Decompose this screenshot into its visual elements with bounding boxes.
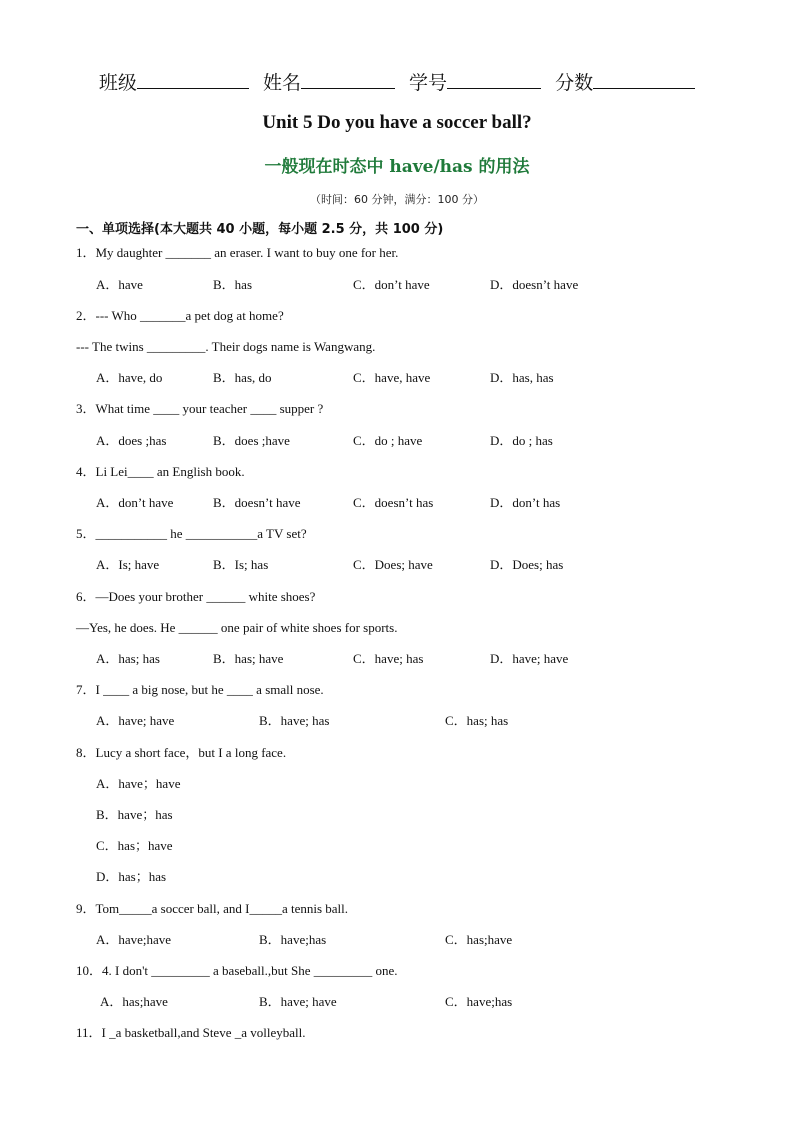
question-2-option-c[interactable]: C．have, have [353, 370, 431, 385]
question-3-option-b[interactable]: B．does ;have [213, 433, 290, 448]
score-blank[interactable] [593, 72, 695, 89]
question-8-option-a[interactable]: A．have；have [96, 776, 181, 791]
question-1-option-b[interactable]: B．has [213, 277, 253, 292]
question-4-stem: 4．Li Lei____ an English book. [76, 464, 245, 479]
question-9-stem: 9．Tom_____a soccer ball, and I_____a tennis ball. [76, 901, 349, 916]
question-8-option-d[interactable]: D．has；has [96, 869, 167, 884]
question-6-stem-reply: —Yes, he does. He ______ one pair of white shoes for sports. [76, 620, 398, 635]
question-5-stem: 5．___________ he ___________a TV set? [76, 526, 307, 541]
question-8-stem: 8．Lucy a short face，but I a long face. [76, 745, 287, 760]
question-9-option-a[interactable]: A．have;have [96, 932, 172, 947]
question-5-option-c[interactable]: C．Does; have [353, 557, 433, 572]
question-1-option-a[interactable]: A．have [96, 277, 143, 292]
page-title: Unit 5 Do you have a soccer ball? [262, 112, 532, 133]
id-field[interactable] [409, 68, 541, 95]
id-label: 学号 [409, 72, 448, 94]
class-blank[interactable] [137, 72, 249, 89]
question-3-option-a[interactable]: A．does ;has [96, 433, 167, 448]
name-label: 姓名 [262, 72, 301, 94]
class-label: 班级 [98, 72, 137, 94]
question-4-option-d[interactable]: D．don’t has [490, 495, 561, 510]
question-5-option-b[interactable]: B．Is; has [213, 557, 269, 572]
question-4-option-b[interactable]: B．doesn’t have [213, 495, 301, 510]
score-label: 分数 [555, 72, 594, 94]
question-1-stem: 1．My daughter _______ an eraser. I want to buy one for her. [76, 245, 399, 260]
time-note: （时间：60 分钟，满分：100 分） [310, 193, 484, 206]
question-6-option-c[interactable]: C．have; has [353, 651, 424, 666]
student-info-row [0, 68, 794, 95]
question-7-option-b[interactable]: B．have; has [259, 713, 330, 728]
question-2-option-b[interactable]: B．has, do [213, 370, 272, 385]
question-2-option-a[interactable]: A．have, do [96, 370, 163, 385]
question-9-option-c[interactable]: C．has;have [445, 932, 513, 947]
question-6-option-b[interactable]: B．has; have [213, 651, 284, 666]
question-11-stem: 11．I _a basketball,and Steve _a volleyball. [76, 1025, 306, 1040]
question-7-option-a[interactable]: A．have; have [96, 713, 175, 728]
question-3-stem: 3．What time ____ your teacher ____ supper ? [76, 401, 324, 416]
question-3-option-d[interactable]: D．do ; has [490, 433, 553, 448]
question-6-option-d[interactable]: D．have; have [490, 651, 569, 666]
page-subtitle: 一般现在时态中 have/has 的用法 [264, 157, 530, 177]
question-6-stem: 6．—Does your brother ______ white shoes? [76, 589, 316, 604]
question-1-option-c[interactable]: C．don’t have [353, 277, 430, 292]
question-10-stem: 10．4. I don't _________ a baseball.,but She _________ one. [76, 963, 398, 978]
question-6-option-a[interactable]: A．has; has [96, 651, 160, 666]
question-8-option-c[interactable]: C．has；have [96, 838, 173, 853]
question-3-option-c[interactable]: C．do ; have [353, 433, 423, 448]
question-1-option-d[interactable]: D．doesn’t have [490, 277, 579, 292]
section-heading: 一、单项选择(本大题共 40 小题，每小题 2.5 分，共 100 分) [76, 222, 444, 237]
question-10-option-b[interactable]: B．have; have [259, 994, 337, 1009]
question-10-option-c[interactable]: C．have;has [445, 994, 513, 1009]
question-10-option-a[interactable]: A．has;have [100, 994, 168, 1009]
question-2-stem: 2．--- Who _______a pet dog at home? [76, 308, 284, 323]
id-blank[interactable] [447, 72, 541, 89]
question-7-option-c[interactable]: C．has; has [445, 713, 509, 728]
question-2-stem-reply: --- The twins _________. Their dogs name is Wangwang. [76, 339, 376, 354]
score-field[interactable] [555, 68, 695, 95]
question-4-option-c[interactable]: C．doesn’t has [353, 495, 434, 510]
name-blank[interactable] [301, 72, 395, 89]
question-5-option-a[interactable]: A．Is; have [96, 557, 160, 572]
question-7-stem: 7．I ____ a big nose, but he ____ a small nose. [76, 682, 324, 697]
name-field[interactable] [263, 68, 395, 95]
question-5-option-d[interactable]: D．Does; has [490, 557, 564, 572]
question-4-option-a[interactable]: A．don’t have [96, 495, 174, 510]
question-8-option-b[interactable]: B．have；has [96, 807, 173, 822]
class-field[interactable] [99, 68, 249, 95]
question-9-option-b[interactable]: B．have;has [259, 932, 327, 947]
question-2-option-d[interactable]: D．has, has [490, 370, 554, 385]
